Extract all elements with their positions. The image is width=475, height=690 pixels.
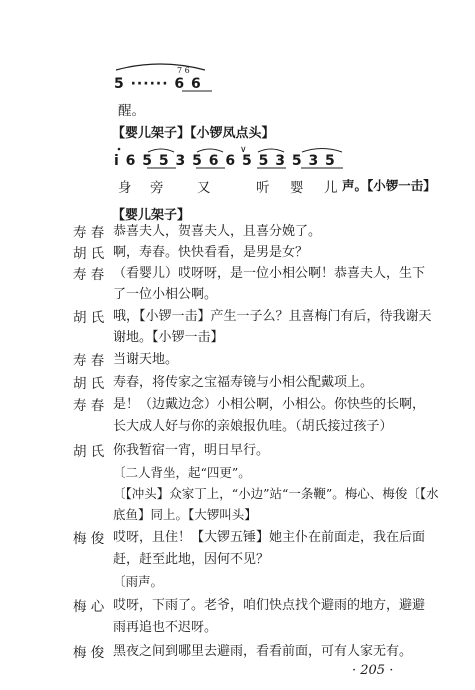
slur-4 (302, 149, 342, 153)
notation-line-1: i 6 5 5 3 5 6 6 5 5 3 5 3 5 (114, 153, 336, 169)
dialogue-line: （看婴儿）哎呀呀，是一位小相公啊！恭喜夫人，生下 (113, 266, 426, 281)
lyric-word: 旁 (150, 180, 164, 196)
lyric-word: 婴 (290, 180, 304, 196)
speaker: 寿 春 (73, 353, 105, 369)
lyric-word: 声。【小锣一击】 (342, 178, 436, 193)
dialogue-line: 啊，寿春。快快看看，是男是女？ (113, 245, 309, 260)
lyric-top: 醒。 (118, 103, 145, 119)
lyric-word: 儿 (324, 180, 338, 196)
grace-note: 7 6 (177, 66, 190, 75)
slur-top (116, 64, 205, 70)
speaker: 寿 春 (73, 267, 105, 283)
dialogue-line: 哦，【小锣一击】产生一子么？且喜梅门有后，待我谢天 (113, 309, 432, 324)
speaker: 寿 春 (73, 398, 105, 414)
dialogue-line: 哎呀，下雨了。老爷，咱们快点找个避雨的地方，避避 (113, 598, 426, 613)
notation-line-top: 5 ······ 6 6 (114, 76, 202, 92)
dialogue-line: 恭喜夫人，贺喜夫人，且喜分娩了。 (113, 224, 322, 239)
stage-direction: 〔【冲头】众家丁上，“小边”站“一条鞭”。梅心、梅俊〔【水 (113, 486, 439, 501)
dialogue-line: 寿春，将传家之宝福寿镜与小相公配戴项上。 (113, 375, 374, 390)
speaker: 胡 氏 (73, 444, 105, 460)
dialogue-line-cont: 谢地。【小锣一击】 (113, 330, 224, 345)
slur-2 (197, 149, 223, 152)
dialogue-line: 你我暂宿一宵，明日早行。 (113, 443, 270, 458)
slur-3 (258, 149, 284, 152)
stage-direction: 〔雨声。 (113, 574, 164, 589)
speaker: 胡 氏 (73, 376, 105, 392)
lyric-word: 听 (256, 180, 270, 196)
lyric-word: 身 (118, 180, 132, 196)
speaker: 梅 俊 (73, 645, 105, 661)
dialogue-line-cont: 雨再追也不迟呀。 (113, 620, 218, 635)
speaker: 胡 氏 (73, 246, 105, 262)
dialogue-line: 黑夜之间到哪里去避雨，看看前面，可有人家无有。 (113, 644, 413, 659)
dialogue-line-cont: 赶，赶至此地，因何不见？ (113, 552, 270, 567)
section-heading-1: 【婴儿架子】【小锣凤点头】 (112, 126, 275, 141)
dialogue-line-cont: 长大成人好与你的亲娘报仇哇。（胡氏接过孩子） (113, 419, 393, 434)
speaker: 梅 俊 (73, 531, 105, 547)
lyric-word: 又 (197, 180, 211, 196)
page-number: · 205 · (352, 663, 394, 678)
dialogue-line: 哎呀，且住！【大锣五锤】她主仆在前面走，我在后面 (113, 530, 426, 545)
octave-dot (118, 148, 121, 151)
speaker: 梅 心 (73, 599, 105, 615)
speaker: 胡 氏 (73, 310, 105, 326)
stage-direction: 底鱼】同上。【大锣叫头】 (113, 507, 257, 522)
speaker: 寿 春 (73, 225, 105, 241)
section-heading-2: 【婴儿架子】 (112, 208, 191, 223)
dialogue-line: 当谢天地。 (113, 352, 179, 367)
dialogue-line: 是！（边戴边念）小相公啊，小相公。你快些的长啊， (113, 397, 426, 412)
slur-1 (148, 149, 174, 152)
stage-direction: 〔二人背坐，起“四更”。 (113, 465, 251, 480)
dialogue-line-cont: 了一位小相公啊。 (113, 287, 218, 302)
breath-mark: ∨ (240, 145, 247, 155)
